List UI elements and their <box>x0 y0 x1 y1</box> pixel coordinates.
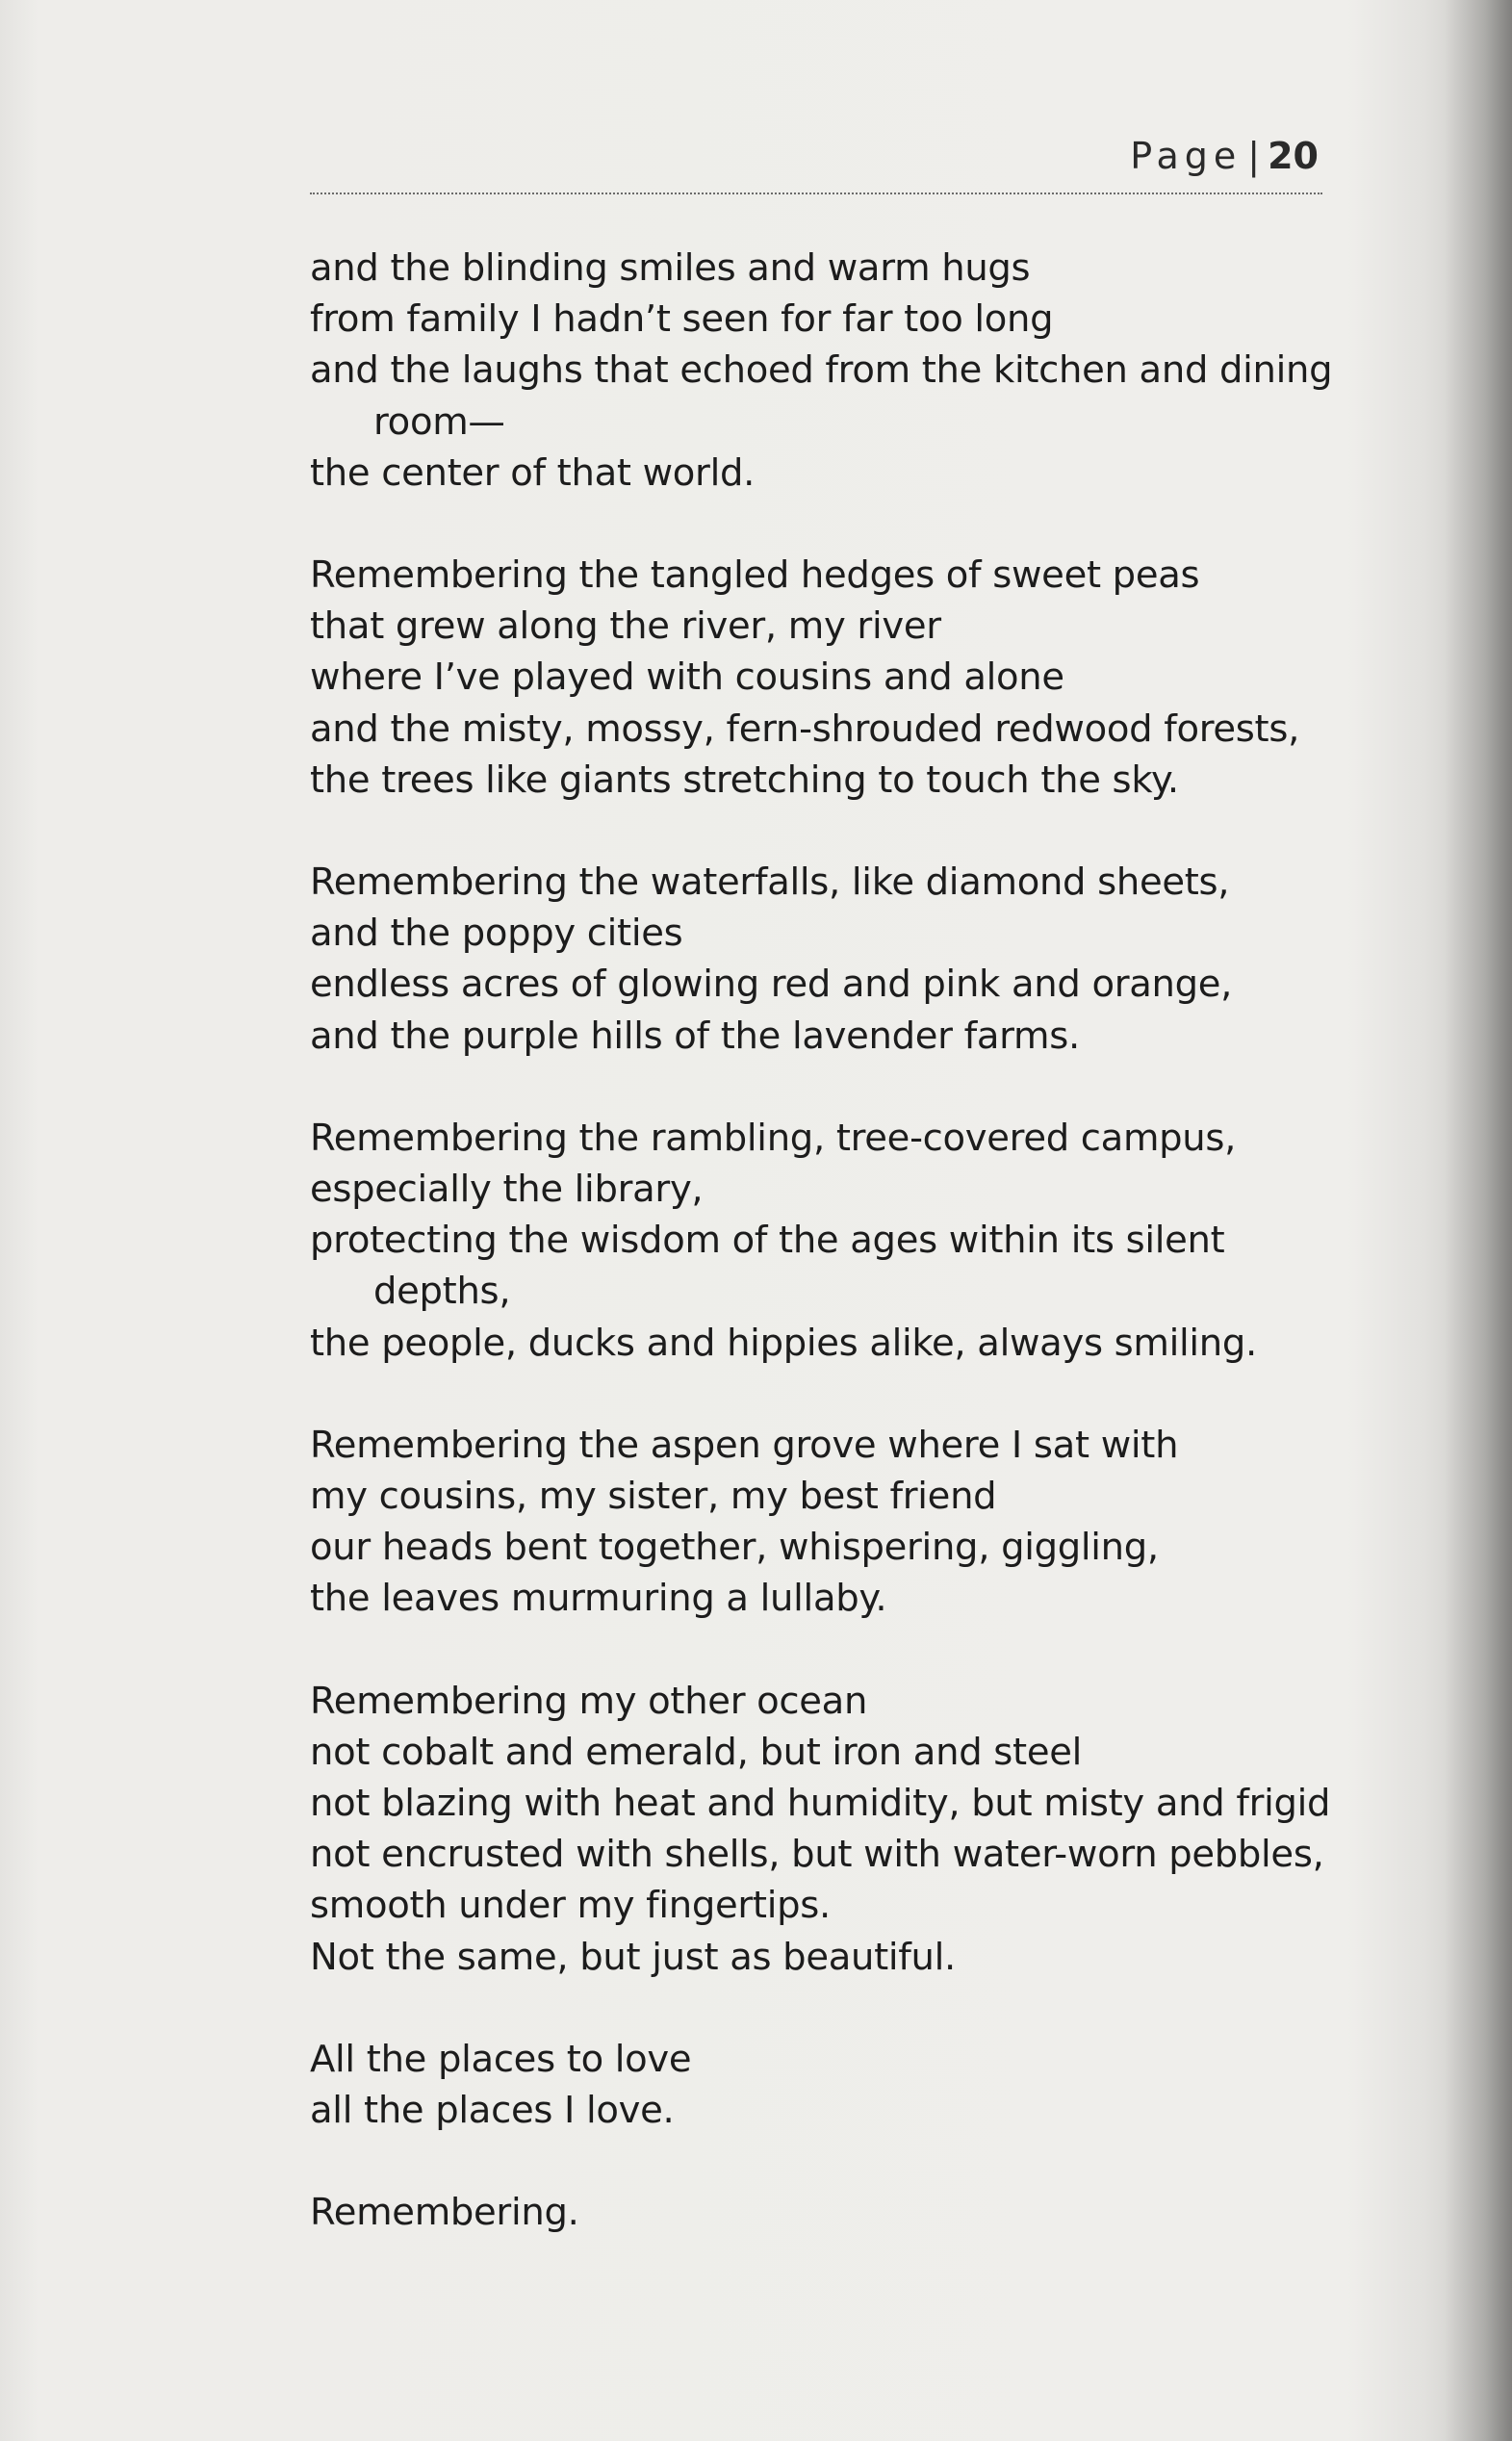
stanza <box>310 1420 1349 1625</box>
stanza <box>310 857 1349 1062</box>
poem-line-continuation: room— <box>373 399 505 444</box>
page-header <box>310 135 1322 194</box>
stanza-break <box>310 1369 1349 1420</box>
page-word: Page <box>1130 135 1243 177</box>
stanza <box>310 2034 1349 2136</box>
page-gutter-shadow <box>1445 0 1512 2441</box>
poem-line: and the laughs that echoed from the kitchen and dining <box>310 348 1333 393</box>
stanza-break <box>310 1983 1349 2034</box>
poem-line: and the blinding smiles and warm hugs <box>310 246 1031 290</box>
stanza <box>310 1113 1349 1369</box>
stanza <box>310 243 1349 499</box>
poem-line: the people, ducks and hippies alike, always smiling. <box>310 1321 1257 1365</box>
poem-line: Remembering the waterfalls, like diamond sheets, <box>310 861 1230 905</box>
page-separator: | <box>1247 135 1261 177</box>
poem-line: my cousins, my sister, my best friend <box>310 1475 997 1519</box>
poem-line: that grew along the river, my river <box>310 604 941 649</box>
poem-line: protecting the wisdom of the ages within its silent <box>310 1219 1225 1263</box>
poem-line: the trees like giants stretching to touch the sky. <box>310 758 1179 802</box>
poem-line: Remembering. <box>310 2191 579 2235</box>
poem-line: Remembering the aspen grove where I sat with <box>310 1423 1179 1467</box>
poem-line: not encrusted with shells, but with water-worn pebbles, <box>310 1833 1324 1877</box>
poem-line-continuation: depths, <box>373 1270 511 1314</box>
stanza <box>310 1676 1349 1983</box>
poem-line: Not the same, but just as beautiful. <box>310 1935 956 1979</box>
poem-line: our heads bent together, whispering, giggling, <box>310 1526 1159 1570</box>
stanza-break <box>310 1625 1349 1676</box>
poem-line: and the purple hills of the lavender farms. <box>310 1014 1080 1058</box>
page-label <box>1130 135 1319 177</box>
poem-line: Remembering the tangled hedges of sweet peas <box>310 553 1200 598</box>
stanza-break <box>310 499 1349 550</box>
stanza-break <box>310 1062 1349 1113</box>
page-number: 20 <box>1268 135 1319 177</box>
poem-line: Remembering the rambling, tree-covered campus, <box>310 1116 1237 1160</box>
stanza <box>310 2187 1349 2238</box>
poem-line: smooth under my fingertips. <box>310 1884 831 1928</box>
poem-line: endless acres of glowing red and pink and orange, <box>310 963 1233 1007</box>
stanza-break <box>310 2136 1349 2187</box>
poem-line: not cobalt and emerald, but iron and steel <box>310 1730 1082 1774</box>
poem-line: and the poppy cities <box>310 912 683 956</box>
poem-body <box>310 243 1349 2239</box>
poem-line: from family I hadn’t seen for far too long <box>310 297 1054 342</box>
poem-line: not blazing with heat and humidity, but misty and frigid <box>310 1782 1331 1826</box>
poem-line: the center of that world. <box>310 450 756 495</box>
poem-line: especially the library, <box>310 1168 704 1212</box>
poem-line: and the misty, mossy, fern-shrouded redwood forests, <box>310 707 1300 751</box>
poem-line: All the places to love <box>310 2037 692 2081</box>
poem-line: Remembering my other ocean <box>310 1679 868 1723</box>
stanza-break <box>310 806 1349 857</box>
poem-line: the leaves murmuring a lullaby. <box>310 1577 887 1621</box>
poem-line: where I’ve played with cousins and alone <box>310 655 1064 700</box>
poem-line: all the places I love. <box>310 2089 675 2133</box>
stanza <box>310 550 1349 806</box>
